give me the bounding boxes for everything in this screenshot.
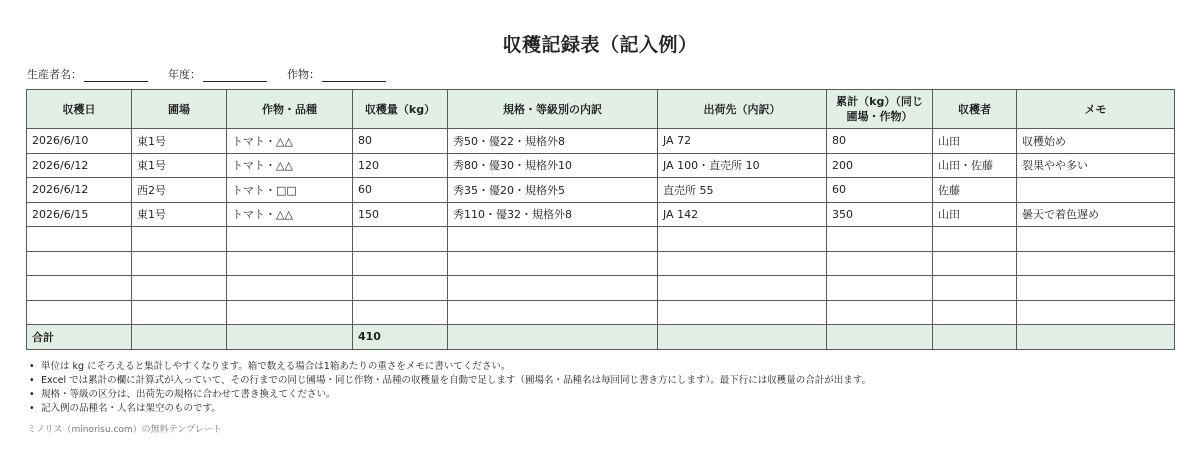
table-cell[interactable] [933,227,1017,252]
table-cell[interactable]: トマト・△△ [227,129,353,154]
total-value: 410 [353,325,448,350]
table-cell[interactable] [448,227,658,252]
column-header: 累計（kg）（同じ圃場・作物） [827,90,933,129]
table-cell[interactable] [1017,178,1175,203]
note-item: • Excel では累計の欄に計算式が入っていて、その行までの同じ圃場・同じ作物・品種の収穫量を自動で足します（圃場名・品種名は毎回同じ書き方にします）。最下行には収穫量の合計が出ます。 [27,374,871,388]
year-blank[interactable] [203,69,267,82]
table-cell[interactable]: 120 [353,153,448,178]
table-cell[interactable]: 350 [827,202,933,227]
table-cell[interactable]: 佐藤 [933,178,1017,203]
footer-credit: ミノリス（minorisu.com）の無料テンプレート [27,425,222,435]
table-row [27,153,1175,178]
table-cell [827,325,933,350]
total-label: 合計 [27,325,132,350]
producer-name-label: 生産者名： [27,68,82,81]
table-cell[interactable]: 東1号 [132,129,227,154]
table-cell[interactable] [827,276,933,301]
table-cell[interactable]: 80 [353,129,448,154]
table-cell[interactable] [227,251,353,276]
table-cell[interactable] [227,300,353,325]
crop-label: 作物： [287,68,320,81]
year-label: 年度： [168,68,201,81]
table-cell[interactable]: JA 72 [658,129,827,154]
table-cell [1017,325,1175,350]
column-header: 収穫日 [27,90,132,129]
table-cell[interactable]: 2026/6/15 [27,202,132,227]
table-cell[interactable] [353,251,448,276]
note-item: • 単位は kg にそろえると集計しやすくなります。箱で数える場合は1箱あたりの重さをメモに書いてください。 [27,360,871,374]
table-row [27,276,1175,301]
table-cell[interactable]: 80 [827,129,933,154]
table-cell[interactable]: 曇天で着色遅め [1017,202,1175,227]
table-cell [448,325,658,350]
table-cell[interactable] [448,300,658,325]
table-cell[interactable] [27,251,132,276]
column-header: 出荷先（内訳） [658,90,827,129]
table-cell[interactable] [27,227,132,252]
table-cell[interactable] [1017,300,1175,325]
table-cell[interactable]: 西2号 [132,178,227,203]
crop-blank[interactable] [322,69,386,82]
table-cell[interactable]: 2026/6/10 [27,129,132,154]
table-cell[interactable] [27,276,132,301]
year-field[interactable] [168,66,267,82]
table-row [27,300,1175,325]
table-cell[interactable]: JA 142 [658,202,827,227]
table-cell[interactable]: 収穫始め [1017,129,1175,154]
table-cell[interactable] [1017,276,1175,301]
column-header: 圃場 [132,90,227,129]
column-header: メモ [1017,90,1175,129]
table-cell[interactable] [353,300,448,325]
table-body [27,129,1175,350]
table-cell[interactable]: 60 [827,178,933,203]
table-cell[interactable] [1017,227,1175,252]
table-cell[interactable] [227,227,353,252]
table-cell[interactable] [1017,251,1175,276]
table-cell[interactable]: 秀110・優32・規格外8 [448,202,658,227]
table-cell[interactable] [827,227,933,252]
table-row [27,178,1175,203]
table-cell[interactable]: トマト・△△ [227,153,353,178]
table-cell[interactable]: 山田・佐藤 [933,153,1017,178]
table-row [27,129,1175,154]
meta-fields [27,66,406,82]
table-cell[interactable]: JA 100・直売所 10 [658,153,827,178]
table-cell[interactable] [132,300,227,325]
table-cell[interactable] [658,227,827,252]
crop-field[interactable] [287,66,386,82]
table-cell[interactable] [227,276,353,301]
table-cell[interactable] [132,251,227,276]
table-cell [658,325,827,350]
table-cell[interactable]: 山田 [933,129,1017,154]
table-cell[interactable]: トマト・□□ [227,178,353,203]
page-title: 収穫記録表（記入例） [502,34,698,56]
total-row [27,325,1175,350]
table-cell[interactable] [448,276,658,301]
table-cell[interactable]: 60 [353,178,448,203]
table-cell[interactable]: 秀35・優20・規格外5 [448,178,658,203]
table-cell[interactable] [132,227,227,252]
producer-name-field[interactable] [27,66,148,82]
column-header: 作物・品種 [227,90,353,129]
table-cell[interactable] [933,251,1017,276]
table-cell[interactable]: 秀80・優30・規格外10 [448,153,658,178]
table-cell[interactable] [353,227,448,252]
table-row [27,227,1175,252]
harvest-table [26,89,1175,350]
table-cell[interactable]: 東1号 [132,153,227,178]
table-cell[interactable] [353,276,448,301]
table-cell [132,325,227,350]
note-item: • 規格・等級の区分は、出荷先の規格に合わせて書き換えてください。 [27,388,871,402]
column-header: 収穫者 [933,90,1017,129]
table-cell[interactable]: 裂果やや多い [1017,153,1175,178]
table-cell[interactable] [658,251,827,276]
table-cell[interactable] [658,300,827,325]
table-cell[interactable] [448,251,658,276]
table-cell [933,325,1017,350]
table-cell[interactable]: トマト・△△ [227,202,353,227]
table-header-row [27,90,1175,129]
note-item: • 記入例の品種名・人名は架空のものです。 [27,402,871,416]
table-cell[interactable]: 直売所 55 [658,178,827,203]
table-row [27,251,1175,276]
table-cell[interactable] [933,276,1017,301]
table-cell[interactable]: 2026/6/12 [27,178,132,203]
producer-name-blank[interactable] [84,69,148,82]
column-header: 収穫量（kg） [353,90,448,129]
table-cell[interactable] [933,300,1017,325]
table-cell[interactable]: 秀50・優22・規格外8 [448,129,658,154]
table-row [27,202,1175,227]
table-cell[interactable]: 150 [353,202,448,227]
table-cell[interactable]: 2026/6/12 [27,153,132,178]
table-cell[interactable] [827,251,933,276]
table-cell[interactable] [27,300,132,325]
table-cell [227,325,353,350]
table-cell[interactable] [658,276,827,301]
notes-list [27,360,871,416]
table-cell[interactable] [132,276,227,301]
column-header: 規格・等級別の内訳 [448,90,658,129]
table-cell[interactable] [827,300,933,325]
table-cell[interactable]: 200 [827,153,933,178]
table-cell[interactable]: 東1号 [132,202,227,227]
table-cell[interactable]: 山田 [933,202,1017,227]
